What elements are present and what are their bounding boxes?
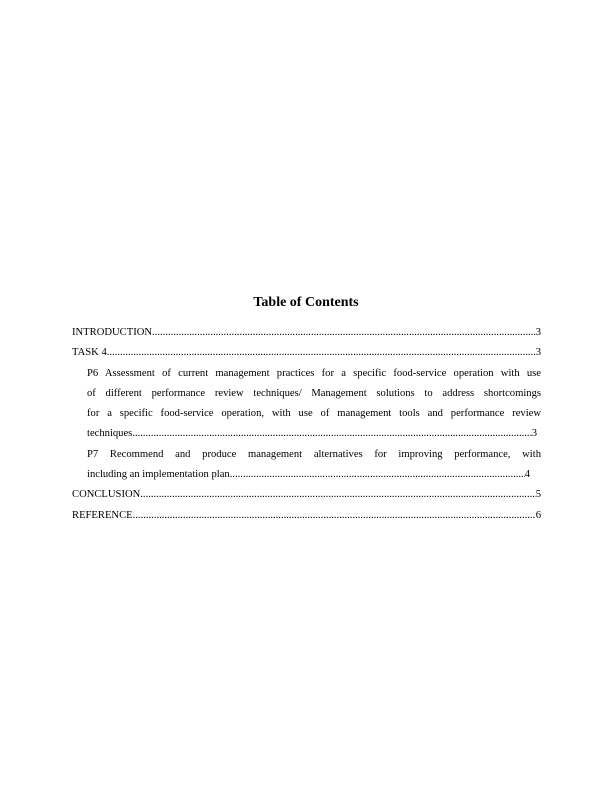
toc-entry-task-4[interactable] [72,343,541,363]
toc-entry-introduction[interactable] [72,323,541,343]
toc-entry-reference[interactable] [72,506,541,526]
toc-entry-conclusion[interactable] [72,485,541,505]
toc-entry-label: CONCLUSION [72,489,141,501]
toc-entry-page: 5 [535,489,541,501]
toc-entry-line: for a specific food-service operation, with use of management tools and performance review [87,408,541,420]
toc-entry-page: 6 [535,509,541,521]
toc-entry-line: P7 Recommend and produce management alternatives for improving performance, with [87,448,541,460]
toc-entry-page: 3 [531,428,537,440]
toc-entry-label: techniques [87,428,133,440]
toc-entry-page: 3 [535,327,541,338]
toc-entry-p6[interactable] [87,364,541,445]
toc-entry-label: TASK 4 [72,347,107,359]
toc-entry-label: including an implementation plan [87,469,230,481]
table-of-contents [72,323,541,526]
dot-leader [107,343,536,363]
toc-entry-label: REFERENCE [72,509,133,521]
toc-entry-line: P6 Assessment of current management practices for a specific food-service operation with use [87,367,541,379]
dot-leader [140,485,535,505]
toc-entry-page: 4 [524,469,530,481]
dot-leader [132,424,531,444]
toc-entry-p7[interactable] [87,445,541,486]
dot-leader [152,323,536,343]
toc-title: Table of Contents [253,295,359,310]
toc-entry-line: of different performance review techniques/ Management solutions to address shortcomings [87,387,541,399]
toc-entry-label: INTRODUCTION [72,327,153,338]
dot-leader [230,465,525,485]
toc-entry-page: 3 [535,347,541,359]
dot-leader [133,506,536,526]
